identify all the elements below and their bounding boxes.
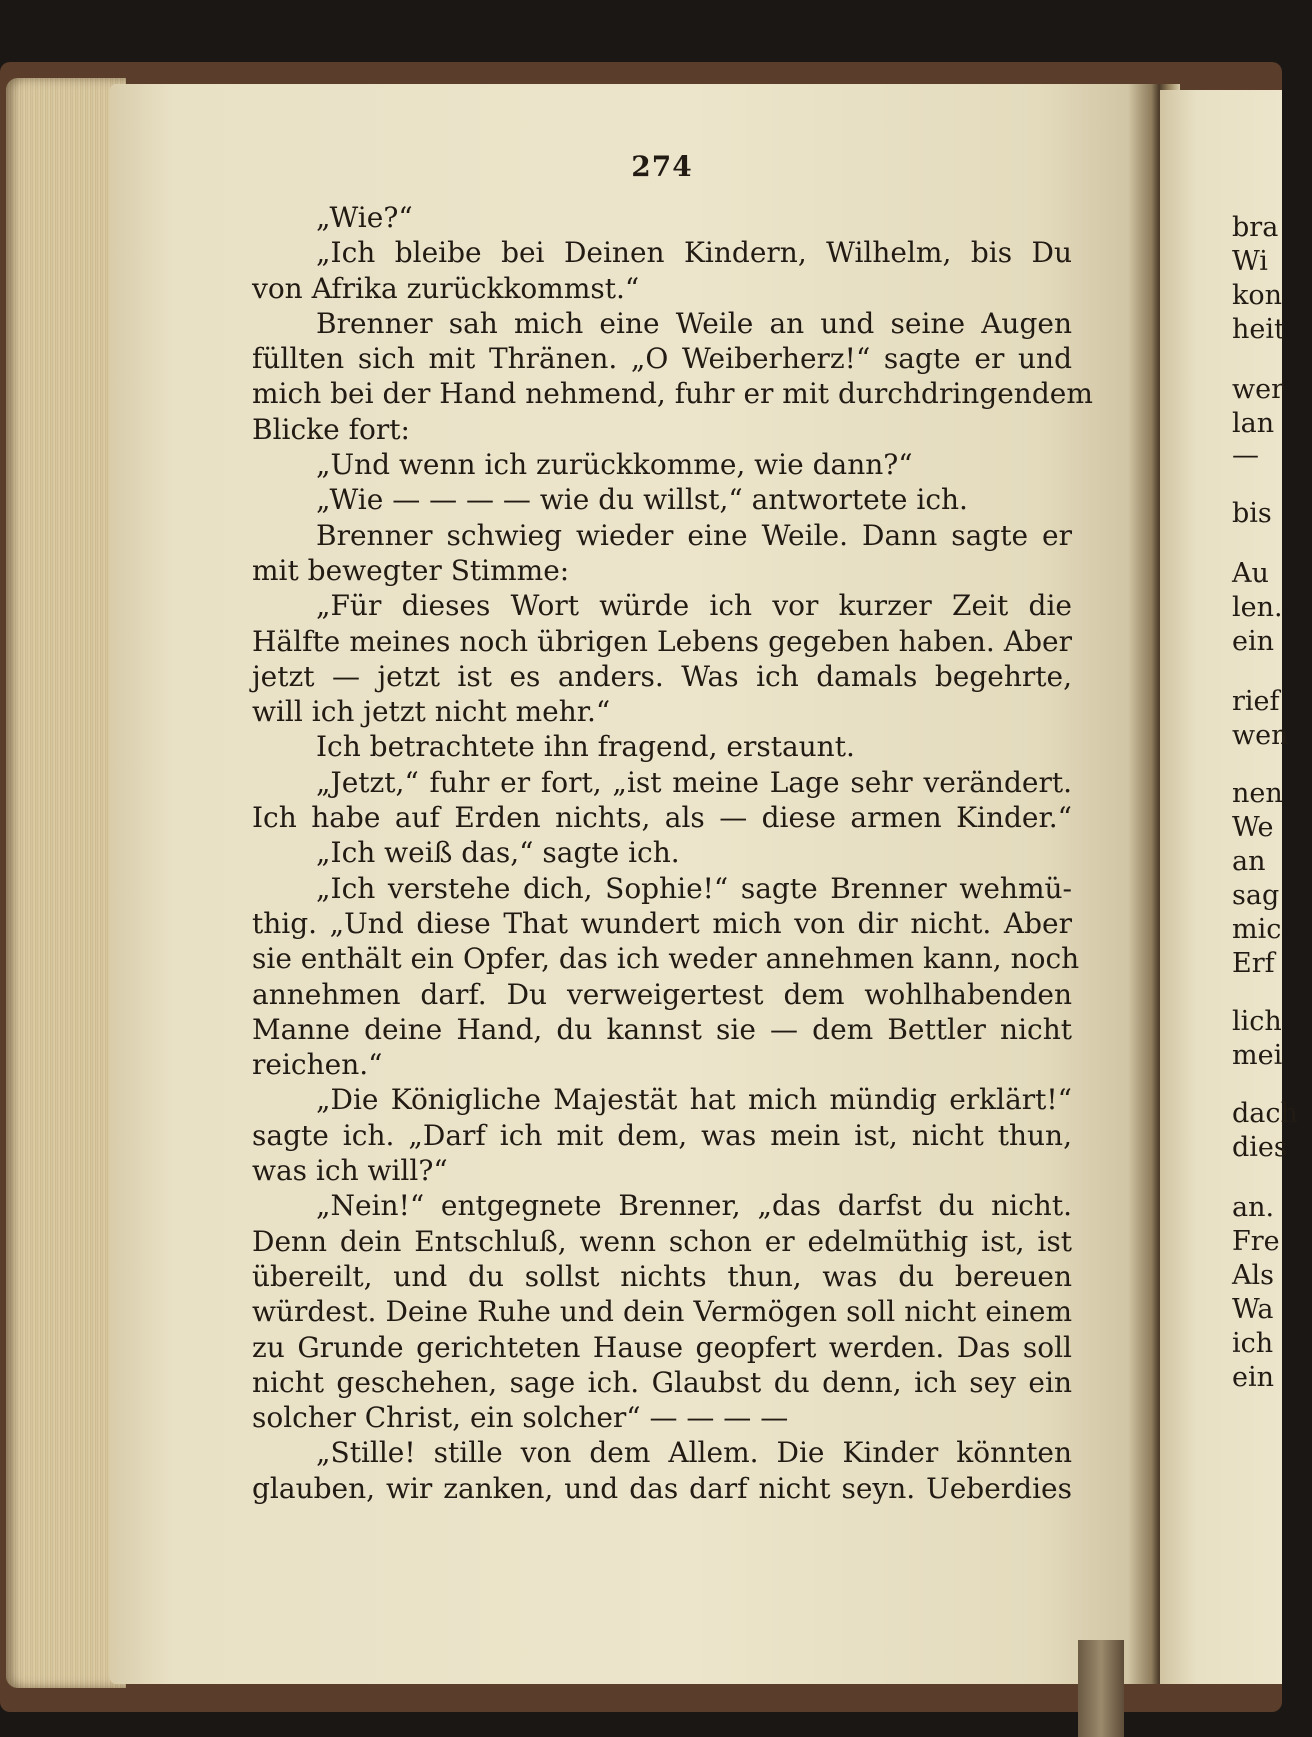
body-text <box>252 200 1093 1506</box>
right-page-fragment: bis <box>1232 498 1272 529</box>
text-line: „Jetzt,“ fuhr er fort, „ist meine Lage sehr verändert. <box>316 765 1072 799</box>
text-line: Brenner sah mich eine Weile an und seine Augen <box>316 306 1072 340</box>
right-page-fragment: mic <box>1232 914 1282 945</box>
text-line: von Afrika zurückkommst.“ <box>252 271 640 305</box>
text-line: Denn dein Entschluß, wenn schon er edelmüthig ist, ist <box>252 1224 1072 1258</box>
right-page-fragment: wer <box>1232 374 1284 405</box>
right-page-fragment: kon <box>1232 280 1283 311</box>
text-line: zu Grunde gerichteten Hause geopfert werden. Das soll <box>252 1330 1072 1364</box>
right-page-fragment: Au <box>1232 558 1269 589</box>
right-page-fragment: We <box>1232 812 1274 843</box>
text-line: „Wie?“ <box>316 201 413 234</box>
right-page-fragment: len. <box>1232 592 1283 623</box>
text-line: „Wie — — — — wie du willst,“ antwortete ich. <box>316 483 968 517</box>
text-line: „Ich bleibe bei Deinen Kindern, Wilhelm, bis Du <box>316 236 1072 270</box>
text-line: Manne deine Hand, du kannst sie — dem Bettler nicht <box>252 1012 1072 1046</box>
right-page-fragment: dies <box>1232 1132 1288 1163</box>
right-page-fragment: nen <box>1232 778 1283 809</box>
right-page-fragment: Erf <box>1232 948 1275 979</box>
page-number: 274 <box>631 150 693 183</box>
text-line: „Nein!“ entgegnete Brenner, „das darfst du nicht. <box>316 1189 1072 1223</box>
right-page-fragment: rief <box>1232 686 1280 717</box>
right-page-fragment: lich <box>1232 1006 1282 1037</box>
text-line: nicht geschehen, sage ich. Glaubst du denn, ich sey ein <box>252 1365 1072 1399</box>
page-edges <box>6 78 126 1688</box>
text-line: will ich jetzt nicht mehr.“ <box>252 695 611 729</box>
text-line: „Und wenn ich zurückkomme, wie dann?“ <box>316 448 913 482</box>
right-page-fragment: — <box>1232 440 1259 471</box>
text-line: sie enthält ein Opfer, das ich weder annehmen kann, noch <box>252 942 1080 976</box>
text-line: mit bewegter Stimme: <box>252 553 570 587</box>
right-page-fragment: sag <box>1232 880 1280 911</box>
text-line: „Für dieses Wort würde ich vor kurzer Zeit die <box>316 589 1072 623</box>
text-line: reichen.“ <box>252 1048 383 1082</box>
right-page-fragment: Fre <box>1232 1226 1280 1257</box>
text-line: was ich will?“ <box>252 1154 448 1188</box>
right-page-fragment: dach <box>1232 1098 1298 1129</box>
text-line: thig. „Und diese That wundert mich von dir nicht. Aber <box>252 906 1072 940</box>
right-page-fragment: ein <box>1232 1362 1275 1393</box>
text-line: würdest. Deine Ruhe und dein Vermögen soll nicht einem <box>252 1295 1072 1329</box>
right-page-fragment: Wi <box>1232 246 1268 277</box>
right-page-fragment: bra <box>1232 212 1279 243</box>
text-line: „Die Königliche Majestät hat mich mündig erklärt!“ <box>316 1083 1072 1117</box>
text-line: annehmen darf. Du verweigertest dem wohlhabenden <box>252 977 1072 1011</box>
right-page-fragment: Wa <box>1232 1294 1274 1325</box>
text-line: mich bei der Hand nehmend, fuhr er mit durchdringendem <box>252 377 1093 411</box>
text-line: glauben, wir zanken, und das darf nicht seyn. Ueberdies <box>252 1471 1072 1505</box>
right-page-fragment: ich <box>1232 1328 1274 1359</box>
right-page-fragment: ein <box>1232 626 1275 657</box>
right-page-fragment: wen <box>1232 720 1289 751</box>
text-line: „Ich verstehe dich, Sophie!“ sagte Brenner wehmü- <box>316 871 1072 905</box>
right-page-fragment: an <box>1232 846 1266 877</box>
text-line: Ich betrachtete ihn fragend, erstaunt. <box>316 730 855 764</box>
text-line: „Ich weiß das,“ sagte ich. <box>316 836 680 870</box>
text-line: jetzt — jetzt ist es anders. Was ich damals begehrte, <box>252 659 1072 693</box>
bookmark-ribbon <box>1078 1640 1124 1737</box>
text-line: Ich habe auf Erden nichts, als — diese armen Kinder.“ <box>252 801 1072 835</box>
right-page-fragment: lan <box>1232 408 1275 439</box>
right-page-fragment: an. <box>1232 1192 1275 1223</box>
right-page-fragment: mei <box>1232 1040 1283 1071</box>
text-line: solcher Christ, ein solcher“ — — — — <box>252 1401 789 1435</box>
right-page-fragment: Als <box>1232 1260 1274 1291</box>
text-line: füllten sich mit Thränen. „O Weiberherz!“ sagte er und <box>252 342 1072 376</box>
text-line: sagte ich. „Darf ich mit dem, was mein ist, nicht thun, <box>252 1118 1072 1152</box>
text-line: Blicke fort: <box>252 412 410 446</box>
text-line: „Stille! stille von dem Allem. Die Kinder könnten <box>316 1436 1072 1470</box>
text-line: Hälfte meines noch übrigen Lebens gegeben haben. Aber <box>252 624 1072 658</box>
text-line: Brenner schwieg wieder eine Weile. Dann sagte er <box>316 518 1072 552</box>
text-line: übereilt, und du sollst nichts thun, was du bereuen <box>252 1259 1072 1293</box>
right-page-fragment: heit <box>1232 314 1285 345</box>
